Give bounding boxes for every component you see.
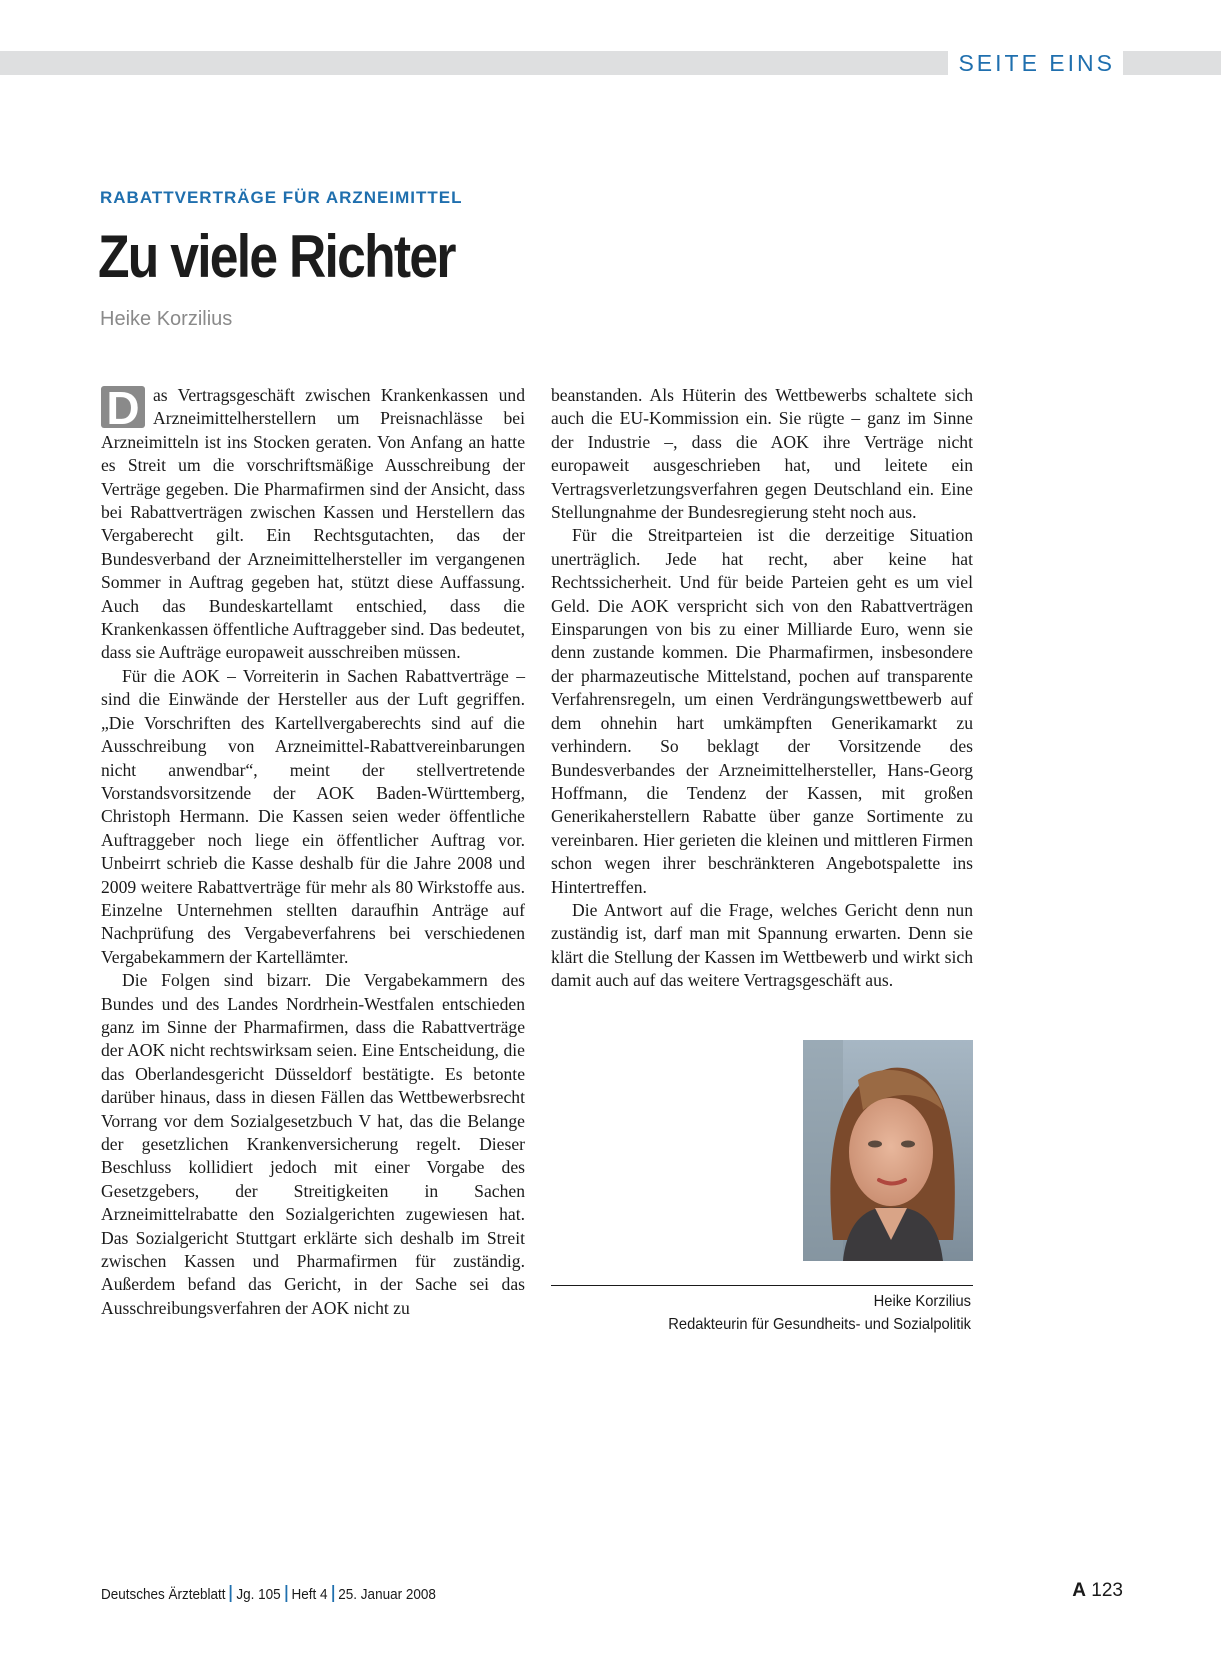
caption-rule [551, 1285, 973, 1286]
article-headline: Zu viele Richter [98, 223, 455, 290]
footer-separator [230, 1585, 232, 1602]
author-photo [803, 1040, 973, 1261]
footer-volume: Jg. 105 [236, 1586, 281, 1603]
author-caption [585, 1290, 971, 1336]
caption-role: Redakteurin für Gesundheits- und Sozialpolitik [668, 1316, 971, 1333]
article-author: Heike Korzilius [100, 308, 233, 330]
paragraph: Für die Streitparteien ist die derzeitige Situation unerträglich. Jede hat recht, aber keine hat Rechtssicherheit. Und für beide Parteien geht es um viel Geld. Die AOK verspricht sich von den Rabattverträgen Einsparungen von bis zu einer Milliarde Euro, wenn sie denn zustande kommen. Die Pharmafirmen, insbesondere der pharmazeutische Mittelstand, pochen auf transparente Verfahrensregeln, um einen Verdrängungswettbewerb auf dem ohnehin hart umkämpften Generikamarkt zu verhindern. So beklagt der Vorsitzende des Bundesverbandes der Arzneimittelhersteller, Hans-Georg Hoffmann, die Tendenz der Kassen, mit großen Generikaherstellern Rabatte über ganze Sortimente zu vereinbaren. Hier gerieten die kleinen und mittleren Firmen schon wegen ihrer beschränkteren Angebotspalette ins Hintertreffen. [551, 525, 973, 897]
page-prefix: A [1072, 1580, 1087, 1601]
paragraph: beanstanden. Als Hüterin des Wettbewerbs schaltete sich auch die EU-Kommission ein. Sie rügte – ganz im Sinne der Industrie –, dass die AOK ihre Verträge nicht europaweit ausgeschrieben hat, und leitete ein Vertragsverletzungsverfahren gegen Deutschland ein. Eine Stellungnahme der Bundesregierung steht noch aus. [551, 385, 973, 523]
paragraph: Für die AOK – Vorreiterin in Sachen Rabattverträge – sind die Einwände der Hersteller aus der Luft gegriffen. „Die Vorschriften des Kartellvergaberechts sind auf die Ausschreibung von Arzneimittel-Rabattvereinbarungen nicht anwendbar“, meint der stellvertretende Vorstandsvorsitzende der AOK Baden-Württemberg, Christoph Hermann. Die Kassen seien weder öffentliche Auftraggeber noch liege ein öffentlicher Auftrag vor. Unbeirrt schrieb die Kasse deshalb für die Jahre 2008 und 2009 weitere Rabattverträge für mehr als 80 Wirkstoffe aus. Einzelne Unternehmen stellten daraufhin Anträge auf Nachprüfung des Vergabeverfahrens bei verschiedenen Vergabekammern der Kartellämter. [101, 665, 525, 967]
paragraph: Die Folgen sind bizarr. Die Vergabekammern des Bundes und des Landes Nordrhein-Westfalen entschieden ganz im Sinne der Pharmafirmen, dass die Rabattverträge der AOK nicht rechtswirksam seien. Eine Entscheidung, die das Oberlandesgericht Düsseldorf bestätigte. Es betonte darüber hinaus, dass in diesen Fällen das Wettbewerbsrecht Vorrang vor dem Sozialgesetzbuch V hat, das die Belange der gesetzlichen Krankenversicherung regelt. Dieser Beschluss kollidiert jedoch mit einer Vorgabe des Gesetzgebers, der Streitigkeiten in Sachen Arzneimittelrabatte den Sozialgerichten zugewiesen hat. Das Sozialgericht Stuttgart erklärte sich deshalb im Streit zwischen Kassen und Pharmafirmen für zuständig. Außerdem befand das Gericht, in der Sache sei das Ausschreibungsverfahren der AOK nicht zu [101, 970, 525, 1318]
article-column-right [551, 384, 973, 993]
footer-issue: Heft 4 [291, 1586, 328, 1603]
article-kicker: RABATTVERTRÄGE FÜR ARZNEIMITTEL [100, 188, 463, 207]
footer-separator [285, 1585, 287, 1602]
footer-separator [332, 1585, 334, 1602]
drop-cap: D [101, 386, 145, 428]
footer-journal: Deutsches Ärzteblatt [101, 1586, 226, 1603]
article-column-left [101, 384, 525, 1320]
footer-citation [101, 1585, 436, 1603]
paragraph: Die Antwort auf die Frage, welches Gericht denn nun zuständig ist, darf man mit Spannung erwarten. Denn sie klärt die Stellung der Kassen im Wettbewerb und wirkt sich damit auch auf das weitere Vertragsgeschäft aus. [551, 899, 973, 991]
footer-date: 25. Januar 2008 [338, 1586, 436, 1603]
section-label: SEITE EINS [948, 46, 1123, 80]
paragraph: D as Vertragsgeschäft zwischen Krankenkassen und Arzneimittelherstellern um Preisnachlässe bei Arzneimitteln ist ins Stocken geraten. Von Anfang an hatte es Streit um die vorschriftsmäßige Ausschreibung der Verträge gegeben. Die Pharmafirmen sind der Ansicht, dass bei Rabattverträgen zwischen Kassen und Herstellern das Vergaberecht gilt. Ein Rechtsgutachten, das der Bundesverband der Arzneimittelhersteller im vergangenen Sommer in Auftrag gegeben hat, stützt diese Auffassung. Auch das Bundeskartellamt entschied, dass die Krankenkassen öffentliche Auftraggeber sind. Das bedeutet, dass sie Aufträge europaweit ausschreiben müssen. [101, 382, 525, 663]
caption-name: Heike Korzilius [873, 1293, 971, 1310]
page-number [1072, 1580, 1123, 1602]
page-number-value: 123 [1091, 1580, 1123, 1601]
